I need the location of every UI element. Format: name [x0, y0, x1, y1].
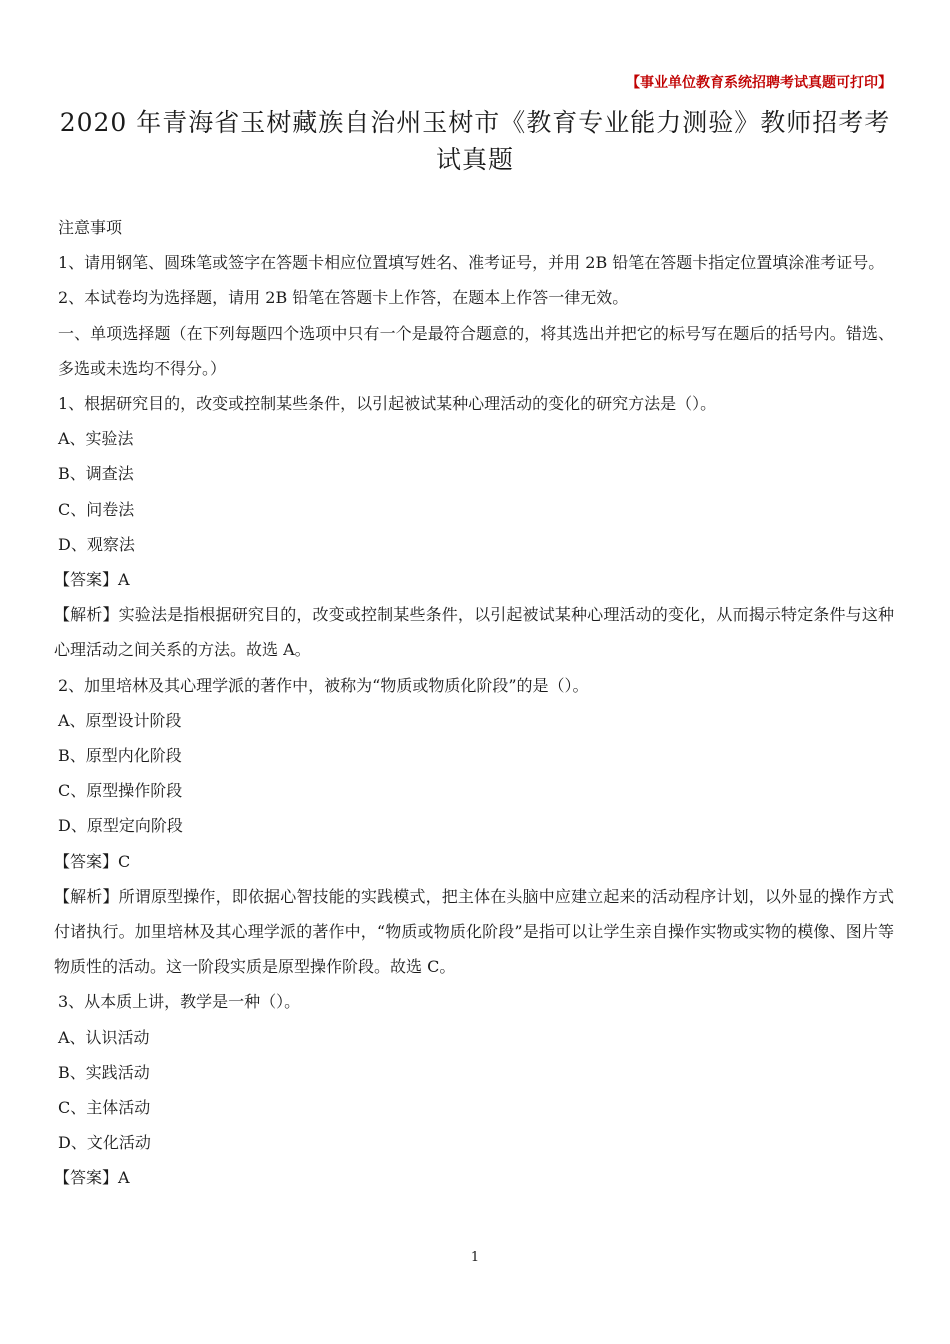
question-1-stem: 1、根据研究目的，改变或控制某些条件，以引起被试某种心理活动的变化的研究方法是（）。	[58, 394, 717, 414]
notice-heading: 注意事项	[58, 218, 123, 237]
question-3-option-a: A、认识活动	[58, 1027, 150, 1047]
question-1-option-b: B、调查法	[58, 464, 134, 484]
document-body	[54, 210, 894, 1196]
page-number: 1	[470, 1250, 480, 1265]
notice-item-1: 1、请用钢笔、圆珠笔或签字在答题卡相应位置填写姓名、准考证号，并用 2B 铅笔在答题卡指定位置填涂准考证号。	[58, 253, 885, 273]
question-1-option-c: C、问卷法	[58, 499, 135, 519]
question-3-option-b: B、实践活动	[58, 1062, 150, 1082]
question-2-option-d: D、原型定向阶段	[58, 816, 183, 836]
question-2-option-a: A、原型设计阶段	[58, 710, 182, 730]
page-title: 2020 年青海省玉树藏族自治州玉树市《教育专业能力测验》教师招考考试真题	[59, 108, 891, 174]
question-1-option-d: D、观察法	[58, 534, 135, 554]
question-3-answer: 【答案】A	[54, 1168, 130, 1188]
question-2-option-b: B、原型内化阶段	[58, 746, 182, 766]
question-2-analysis: 【解析】所谓原型操作，即依据心智技能的实践模式，把主体在头脑中应建立起来的活动程序计划，以外显的操作方式付诸执行。加里培林及其心理学派的著作中，“物质或物质化阶段”是指可以让学生亲自操作实物或实物的模像、图片等物质性的活动。这一阶段实质是原型操作阶段。故选 C。	[54, 886, 894, 977]
question-3-stem: 3、从本质上讲，教学是一种（）。	[58, 992, 301, 1012]
section-heading: 一、单项选择题（在下列每题四个选项中只有一个是最符合题意的，将其选出并把它的标号写在题后的括号内。错选、多选或未选均不得分。）	[58, 323, 894, 378]
question-2-option-c: C、原型操作阶段	[58, 781, 183, 801]
question-1-answer: 【答案】A	[54, 570, 130, 590]
question-2-stem: 2、加里培林及其心理学派的著作中，被称为“物质或物质化阶段”的是（）。	[58, 675, 589, 695]
notice-item-2: 2、本试卷均为选择题，请用 2B 铅笔在答题卡上作答，在题本上作答一律无效。	[58, 288, 629, 308]
question-1-analysis: 【解析】实验法是指根据研究目的，改变或控制某些条件，以引起被试某种心理活动的变化，从而揭示特定条件与这种心理活动之间关系的方法。故选 A。	[54, 605, 894, 660]
question-1-option-a: A、实验法	[58, 429, 134, 449]
question-3-option-d: D、文化活动	[58, 1133, 151, 1153]
header-tag: 【事业单位教育系统招聘考试真题可打印】	[626, 75, 892, 91]
question-2-answer: 【答案】C	[54, 851, 131, 871]
question-3-option-c: C、主体活动	[58, 1098, 151, 1118]
